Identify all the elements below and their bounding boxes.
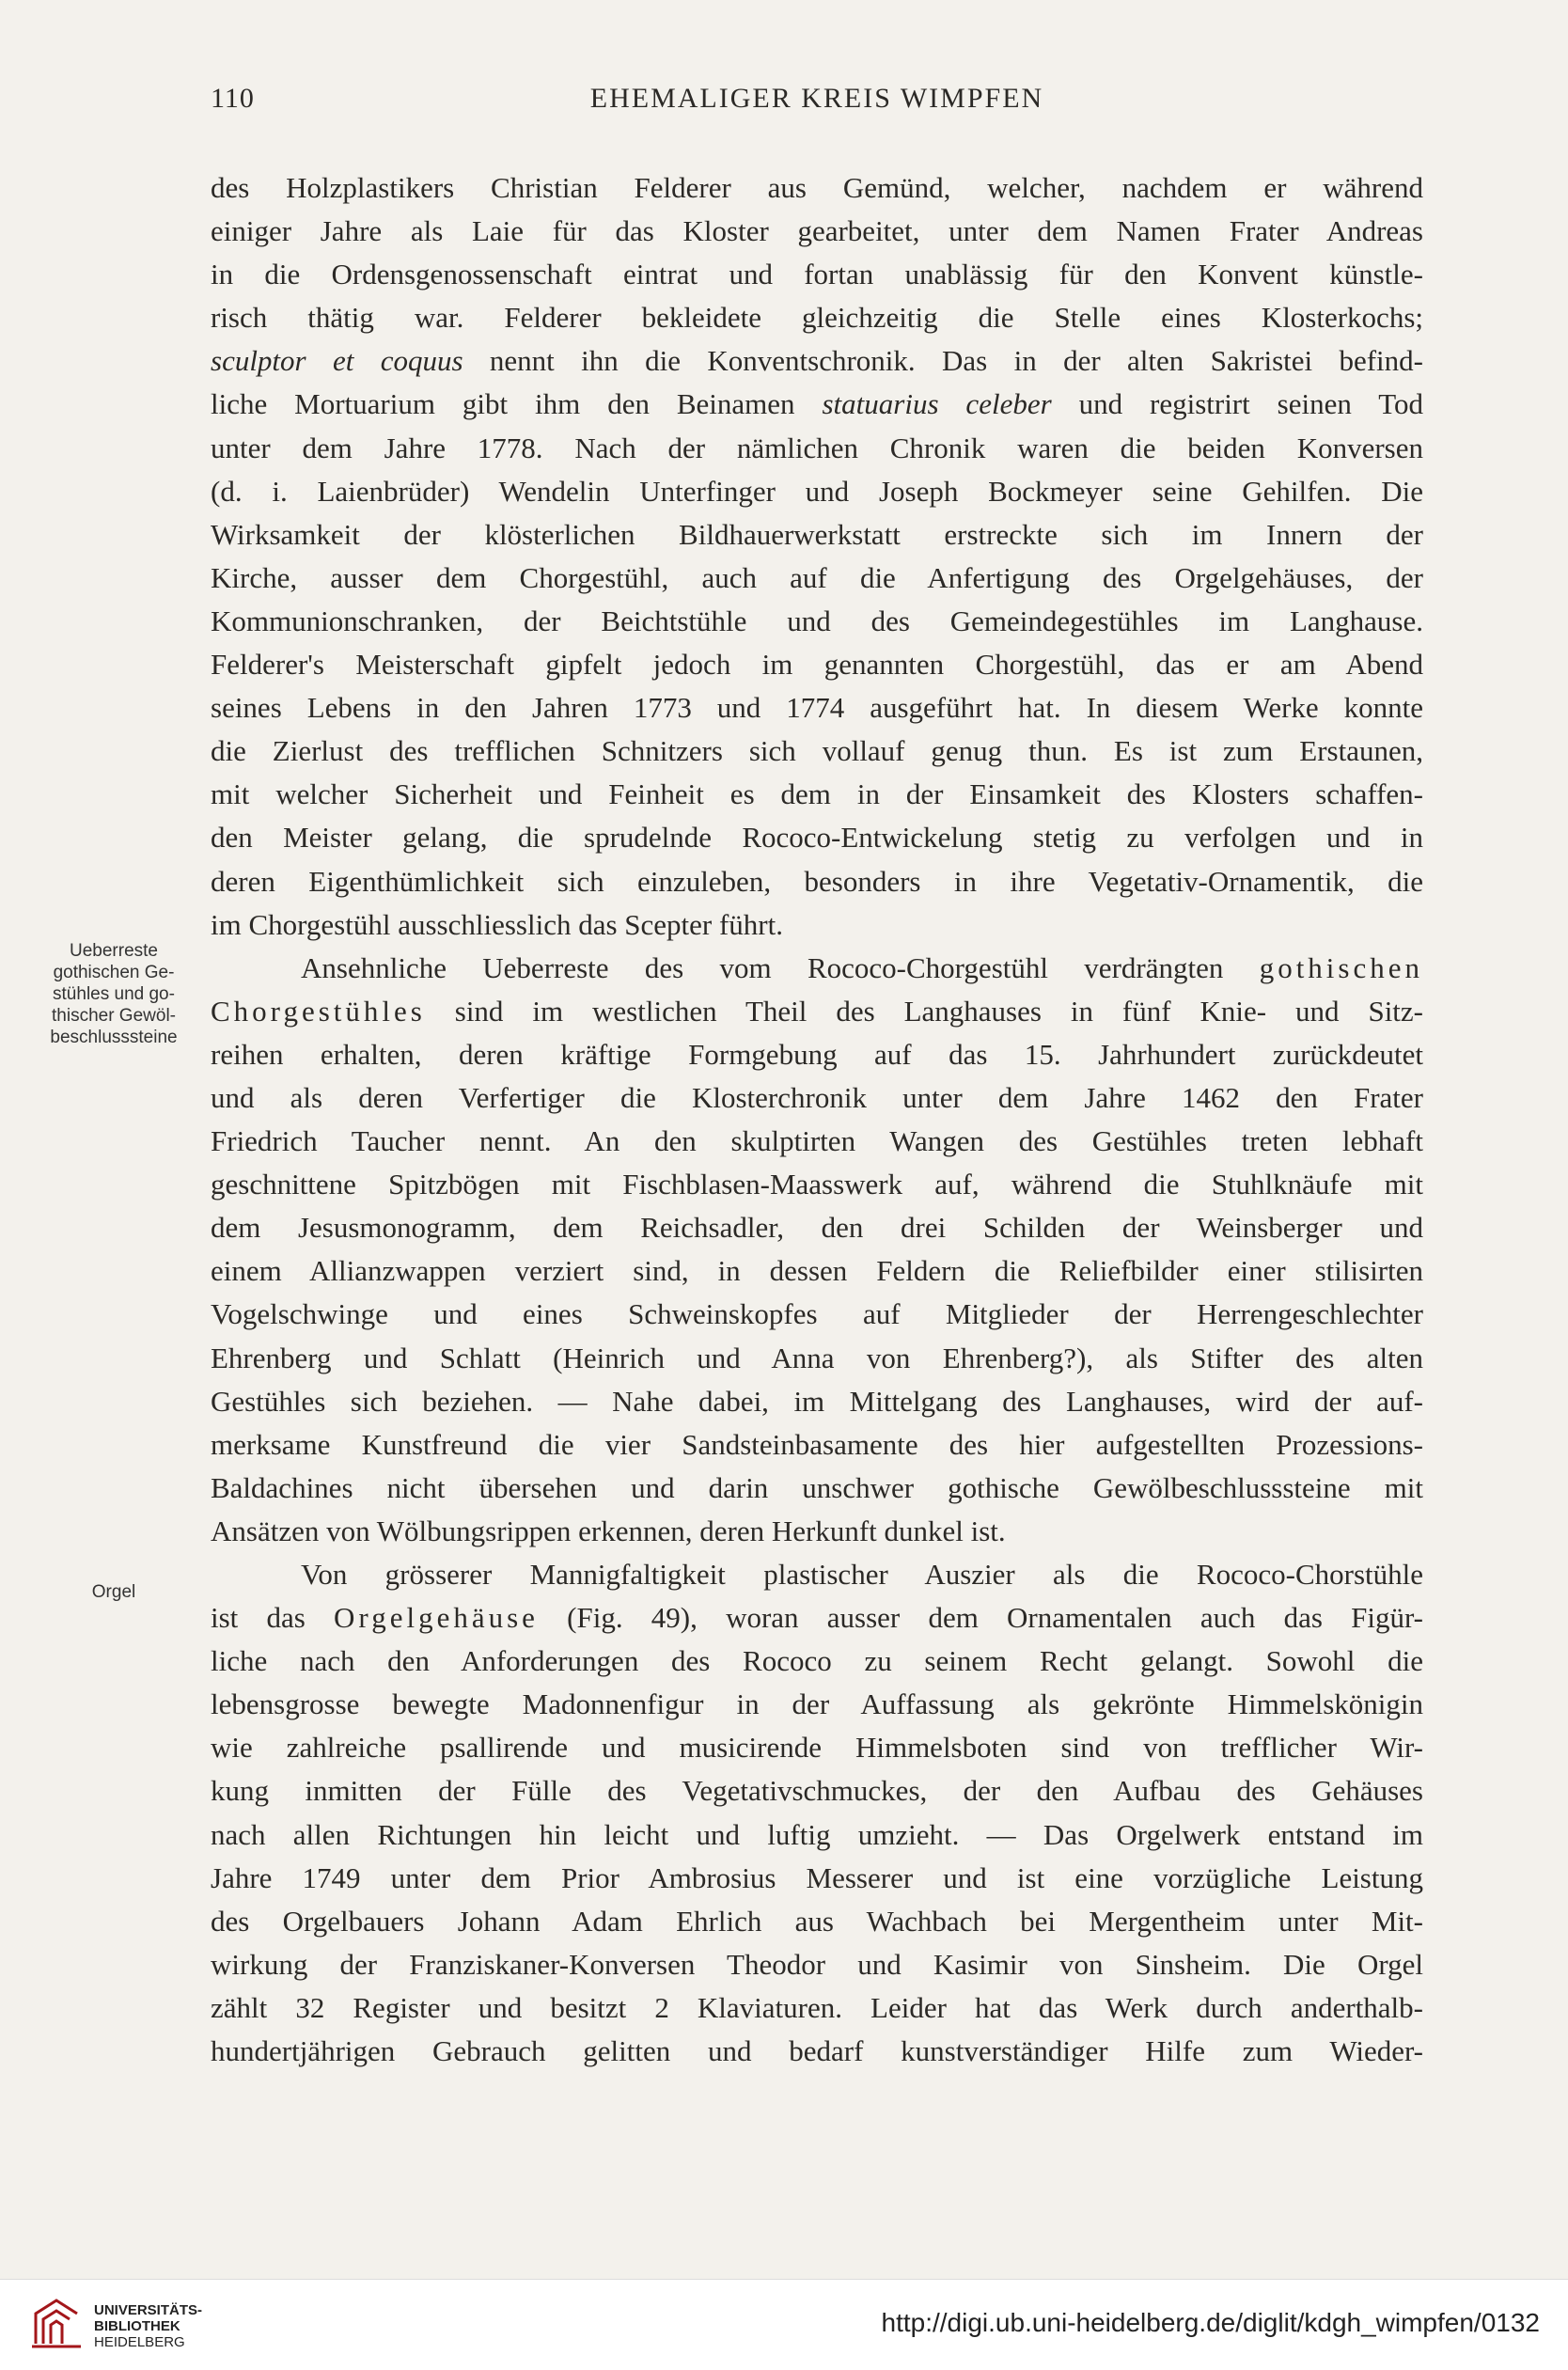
library-name-line: BIBLIOTHEK: [94, 2318, 180, 2334]
text-line: in die Ordensgenossenschaft eintrat und fortan unablässig für den Konvent künstle-: [211, 258, 1423, 291]
text-line: Ehrenberg und Schlatt (Heinrich und Anna von Ehrenberg?), als Stifter des alten: [211, 1341, 1423, 1374]
text-line: reihen erhalten, deren kräftige Formgebung auf das 15. Jahrhundert zurückdeutet: [211, 1037, 1423, 1071]
text-segment: nennt ihn die Konventschronik. Das in der alten Sakristei befind-: [463, 344, 1423, 378]
text-line: Jahre 1749 unter dem Prior Ambrosius Messerer und ist eine vorzügliche Leistung: [211, 1860, 1423, 1894]
text-line: mit welcher Sicherheit und Feinheit es dem in der Einsamkeit des Klosters schaffen-: [211, 777, 1423, 811]
footer-bar: [0, 2279, 1568, 2370]
text-line: zählt 32 Register und besitzt 2 Klaviaturen. Leider hat das Werk durch anderthalb-: [211, 1990, 1423, 2024]
text-segment: Ansehnliche Ueberreste des vom Rococo-Chorgestühl verdrängten: [301, 950, 1260, 984]
text-line: wie zahlreiche psallirende und musicirende Himmelsboten sind von trefflicher Wir-: [211, 1731, 1423, 1765]
text-line: (d. i. Laienbrüder) Wendelin Unterfinger und Joseph Bockmeyer seine Gehilfen. Die: [211, 474, 1423, 508]
library-name-line: UNIVERSITÄTS-: [94, 2302, 203, 2318]
text-line: geschnittene Spitzbögen mit Fischblasen-Maasswerk auf, während die Stuhlknäufe mit: [211, 1168, 1423, 1201]
page-header: [211, 83, 1423, 120]
text-line: nach allen Richtungen hin leicht und luftig umzieht. — Das Orgelwerk entstand im: [211, 1817, 1423, 1851]
text-line: und als deren Verfertiger die Klosterchronik unter dem Jahre 1462 den Frater: [211, 1080, 1423, 1114]
library-name-line: HEIDELBERG: [94, 2334, 185, 2350]
spaced-term: Chorgestühles: [211, 994, 426, 1028]
body-text: [211, 166, 1423, 2073]
page-number: 110: [211, 83, 255, 114]
text-line: liche nach den Anforderungen des Rococo zu seinem Recht gelangt. Sowohl die: [211, 1644, 1423, 1678]
text-line: seines Lebens in den Jahren 1773 und 1774 ausgeführt hat. In diesem Werke konnte: [211, 691, 1423, 725]
text-line: [211, 339, 1423, 383]
italic-term: statuarius celeber: [822, 387, 1052, 421]
text-line: risch thätig war. Felderer bekleidete gleichzeitig die Stelle eines Klosterkochs;: [211, 301, 1423, 335]
text-line: wirkung der Franziskaner-Konversen Theodor und Kasimir von Sinsheim. Die Orgel: [211, 1947, 1423, 1981]
text-line: deren Eigenthümlichkeit sich einzuleben, besonders in ihre Vegetativ-Ornamentik, die: [211, 864, 1423, 898]
text-line: [211, 947, 1423, 990]
source-url-link[interactable]: http://digi.ub.uni-heidelberg.de/diglit/kdgh_wimpfen/0132: [881, 2308, 1540, 2337]
text-line: lebensgrosse bewegte Madonnenfigur in der Auffassung als gekrönte Himmelskönigin: [211, 1687, 1423, 1721]
text-line: hundertjährigen Gebrauch gelitten und bedarf kunstverständiger Hilfe zum Wieder-: [211, 2034, 1423, 2068]
text-line: Von grösserer Mannigfaltigkeit plastischer Auszier als die Rococo-Chorstühle: [301, 1558, 1423, 1591]
text-line: Wirksamkeit der klösterlichen Bildhauerwerkstatt erstreckte sich im Innern der: [211, 517, 1423, 551]
margin-note-orgel: Orgel: [91, 1582, 136, 1602]
text-line: einiger Jahre als Laie für das Kloster gearbeitet, unter dem Namen Frater Andreas: [211, 214, 1423, 248]
library-logo-icon: [28, 2295, 85, 2351]
text-segment: (Fig. 49), woran ausser dem Ornamentalen auch das Figür-: [538, 1601, 1423, 1635]
text-line: unter dem Jahre 1778. Nach der nämlichen Chronik waren die beiden Konversen: [211, 431, 1423, 464]
text-line: Gestühles sich beziehen. — Nahe dabei, im Mittelgang des Langhauses, wird der auf-: [211, 1384, 1423, 1418]
text-line: Vogelschwinge und eines Schweinskopfes auf Mitglieder der Herrengeschlechter: [211, 1297, 1423, 1331]
text-line: Kommunionschranken, der Beichtstühle und des Gemeindegestühles im Langhause.: [211, 604, 1423, 637]
spaced-term: Orgelgehäuse: [334, 1601, 539, 1635]
spaced-term: gothischen: [1259, 950, 1423, 984]
text-line: einem Allianzwappen verziert sind, in dessen Feldern die Reliefbilder einer stilisirten: [211, 1254, 1423, 1288]
text-line: [211, 990, 1423, 1033]
margin-note-ueberreste: Ueberreste gothischen Ge-stühles und go-thischer Gewöl-beschlusssteine: [50, 941, 178, 1047]
text-line: Ansätzen von Wölbungsrippen erkennen, deren Herkunft dunkel ist.: [211, 1514, 1006, 1547]
text-line: des Orgelbauers Johann Adam Ehrlich aus Wachbach bei Mergentheim unter Mit-: [211, 1904, 1423, 1938]
text-line: dem Jesusmonogramm, dem Reichsadler, den drei Schilden der Weinsberger und: [211, 1211, 1423, 1245]
text-line: Friedrich Taucher nennt. An den skulptirten Wangen des Gestühles treten lebhaft: [211, 1124, 1423, 1158]
text-line: Baldachines nicht übersehen und darin unschwer gothische Gewölbeschlusssteine mit: [211, 1470, 1423, 1504]
text-line: [211, 1596, 1423, 1640]
text-line: im Chorgestühl ausschliesslich das Scepter führt.: [211, 907, 783, 941]
italic-term: sculptor et coquus: [211, 344, 463, 378]
text-line: kung inmitten der Fülle des Vegetativschmuckes, der den Aufbau des Gehäuses: [211, 1774, 1423, 1808]
text-line: [211, 383, 1423, 426]
text-line: den Meister gelang, die sprudelnde Rococo-Entwickelung stetig zu verfolgen und in: [211, 821, 1423, 855]
text-line: Kirche, ausser dem Chorgestühl, auch auf die Anfertigung des Orgelgehäuses, der: [211, 560, 1423, 594]
text-line: des Holzplastikers Christian Felderer aus Gemünd, welcher, nachdem er während: [211, 171, 1423, 204]
text-segment: ist das: [211, 1601, 335, 1635]
text-segment: liche Mortuarium gibt ihm den Beinamen: [211, 387, 823, 421]
library-name: [94, 2302, 202, 2350]
text-segment: und registrirt seinen Tod: [1051, 387, 1423, 421]
text-line: die Zierlust des trefflichen Schnitzers sich vollauf genug thun. Es ist zum Erstaunen,: [211, 734, 1423, 768]
running-title: EHEMALIGER KREIS WIMPFEN: [589, 83, 1044, 114]
text-line: merksame Kunstfreund die vier Sandsteinbasamente des hier aufgestellten Prozessions-: [211, 1427, 1423, 1461]
text-segment: sind im westlichen Theil des Langhauses in fünf Knie- und Sitz-: [425, 994, 1423, 1028]
text-line: Felderer's Meisterschaft gipfelt jedoch im genannten Chorgestühl, das er am Abend: [211, 648, 1423, 682]
